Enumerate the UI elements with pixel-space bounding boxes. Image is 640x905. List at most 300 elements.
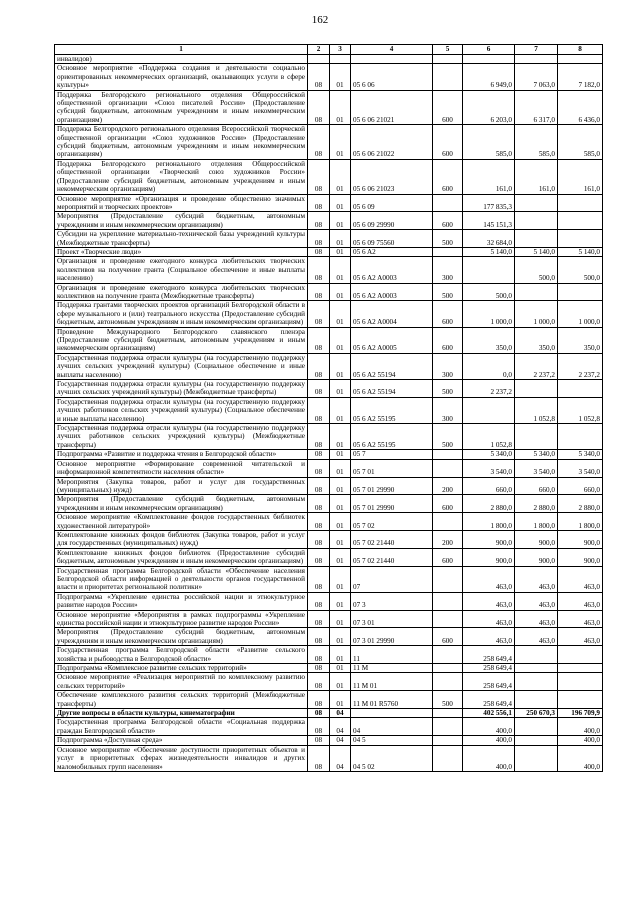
row-description: Поддержка грантами творческих проектов организаций Белгородской области в сфере музыкального и (или) театрального искусства (Предоставление субсидий бюджетным, автономным учреждениям и иным некоммерческим организациям) [55,301,308,327]
amount-year-2: 1 000,0 [515,301,558,327]
amount-year-3: 660,0 [558,477,603,495]
amount-year-1: 258 649,4 [463,673,515,691]
amount-year-1 [463,55,515,64]
amount-year-3: 463,0 [558,566,603,592]
section-code: 08 [308,64,330,90]
subsection-code: 01 [330,247,351,256]
table-row [55,673,603,691]
target-article-code: 05 6 06 21021 [351,90,433,125]
section-code: 08 [308,745,330,771]
target-article-code: 05 7 02 21440 [351,548,433,566]
row-description: Комплектование книжных фондов библиотек (Закупка товаров, работ и услуг для государственных (муниципальных) нужд) [55,530,308,548]
amount-year-1: 463,0 [463,566,515,592]
row-description: Основное мероприятие «Организация и проведение общественно значимых мероприятий и творческих проектов» [55,194,308,212]
target-article-code: 07 3 [351,592,433,610]
amount-year-1: 0,0 [463,353,515,379]
target-article-code: 05 7 [351,450,433,459]
amount-year-3 [558,380,603,398]
table-row [55,495,603,513]
table-row [55,610,603,628]
amount-year-1: 177 835,3 [463,194,515,212]
amount-year-1 [463,257,515,283]
subsection-code: 01 [330,495,351,513]
amount-year-3 [558,230,603,248]
table-row [55,592,603,610]
subsection-code: 01 [330,212,351,230]
amount-year-2 [515,212,558,230]
subsection-code: 01 [330,194,351,212]
table-row [55,194,603,212]
amount-year-2 [515,664,558,673]
amount-year-1: 5 340,0 [463,450,515,459]
row-description: Основное мероприятие «Реализация мероприятий по комплексному развитию сельских территорий» [55,673,308,691]
row-description: Проведение Международного Белгородского славянского пленэра (Предоставление субсидий бюджетным, автономным учреждениям и иным некоммерческим организациям) [55,327,308,353]
amount-year-3: 6 436,0 [558,90,603,125]
expense-type-code: 600 [433,301,463,327]
target-article-code: 11 [351,646,433,664]
amount-year-1: 258 649,4 [463,646,515,664]
row-description: Государственная поддержка отрасли культуры (на государственную поддержку лучших работников сельских учреждений культуры) (Межбюджетные трансферты) [55,424,308,450]
section-code: 08 [308,283,330,301]
row-description: Подпрограмма «Комплексное развитие сельских территорий» [55,664,308,673]
amount-year-2: 161,0 [515,159,558,194]
amount-year-2: 463,0 [515,610,558,628]
section-code: 08 [308,397,330,423]
target-article-code: 05 6 06 21023 [351,159,433,194]
expense-type-code [433,664,463,673]
table-row [55,530,603,548]
section-code: 08 [308,691,330,709]
target-article-code: 07 [351,566,433,592]
amount-year-2 [515,646,558,664]
table-row [55,628,603,646]
table-row [55,736,603,745]
table-row [55,718,603,736]
target-article-code: 04 5 [351,736,433,745]
target-article-code: 05 7 02 [351,513,433,531]
amount-year-3 [558,673,603,691]
amount-year-3: 7 182,0 [558,64,603,90]
amount-year-2 [515,424,558,450]
expense-type-code [433,646,463,664]
amount-year-3: 2 237,2 [558,353,603,379]
subsection-code: 01 [330,548,351,566]
amount-year-1: 463,0 [463,592,515,610]
target-article-code: 05 6 A2 55194 [351,380,433,398]
row-description: Государственная программа Белгородской области «Социальная поддержка граждан Белгородской области» [55,718,308,736]
amount-year-2 [515,736,558,745]
row-description: Комплектование книжных фондов библиотек (Предоставление субсидий бюджетным, автономным учреждениям и иным некоммерческим организациям) [55,548,308,566]
subsection-code: 01 [330,673,351,691]
amount-year-3: 463,0 [558,610,603,628]
subsection-code: 01 [330,230,351,248]
section-code: 08 [308,125,330,160]
amount-year-3: 900,0 [558,530,603,548]
amount-year-2: 463,0 [515,566,558,592]
amount-year-1: 2 880,0 [463,495,515,513]
row-description: Организация и проведение ежегодного конкурса любительских творческих коллективов на получение гранта (Социальное обеспечение и иные выплаты населению) [55,257,308,283]
amount-year-3: 400,0 [558,736,603,745]
expense-type-code: 200 [433,477,463,495]
section-code: 08 [308,495,330,513]
amount-year-3: 1 000,0 [558,301,603,327]
subsection-code: 01 [330,664,351,673]
subsection-code: 01 [330,64,351,90]
amount-year-1: 145 151,3 [463,212,515,230]
amount-year-2: 5 340,0 [515,450,558,459]
subsection-code: 01 [330,646,351,664]
table-row [55,548,603,566]
amount-year-1: 585,0 [463,125,515,160]
target-article-code: 11 M 01 R5760 [351,691,433,709]
amount-year-3 [558,283,603,301]
subsection-code: 01 [330,397,351,423]
expense-type-code: 600 [433,327,463,353]
amount-year-2: 7 063,0 [515,64,558,90]
section-code: 08 [308,159,330,194]
amount-year-1: 1 052,8 [463,424,515,450]
row-description: Государственная программа Белгородской области «Обеспечение населения Белгородской области информацией о деятельности органов государственной власти и приоритетах региональной политики» [55,566,308,592]
amount-year-1: 258 649,4 [463,691,515,709]
table-row [55,353,603,379]
amount-year-3: 3 540,0 [558,459,603,477]
section-code: 08 [308,301,330,327]
row-description: Подпрограмма «Укрепление единства российской нации и этнокультурное развитие народов России» [55,592,308,610]
row-description: Мероприятия (Закупка товаров, работ и услуг для государственных (муниципальных) нужд) [55,477,308,495]
target-article-code: 05 7 01 [351,459,433,477]
amount-year-3: 5 140,0 [558,247,603,256]
amount-year-1: 258 649,4 [463,664,515,673]
amount-year-2: 900,0 [515,548,558,566]
section-code: 08 [308,380,330,398]
row-description: Поддержка Белгородского регионального отделения Общероссийской общественной организации «Союз писателей России» (Предоставление субсидий бюджетным, автономным учреждениям и иным некоммерческим организациям) [55,90,308,125]
subsection-code: 01 [330,159,351,194]
row-description: Мероприятия (Предоставление субсидий бюджетным, автономным учреждениям и иным некоммерческим организациям) [55,212,308,230]
amount-year-1: 463,0 [463,610,515,628]
target-article-code: 05 6 A2 [351,247,433,256]
amount-year-3: 1 800,0 [558,513,603,531]
amount-year-1: 400,0 [463,745,515,771]
amount-year-3: 585,0 [558,125,603,160]
column-header: 4 [351,45,433,55]
section-code: 08 [308,477,330,495]
amount-year-1 [463,397,515,423]
subsection-code: 01 [330,530,351,548]
row-description: Подпрограмма «Развитие и поддержка чтения в Белгородской области» [55,450,308,459]
amount-year-3 [558,212,603,230]
table-row [55,283,603,301]
table-row [55,64,603,90]
amount-year-1: 6 203,0 [463,90,515,125]
amount-year-1: 161,0 [463,159,515,194]
table-row [55,477,603,495]
expense-type-code: 500 [433,283,463,301]
amount-year-3: 463,0 [558,592,603,610]
expense-type-code [433,247,463,256]
amount-year-1: 400,0 [463,736,515,745]
amount-year-1: 1 000,0 [463,301,515,327]
row-description: Поддержка Белгородского регионального отделения Общероссийской общественной организации «Творческий союз художников России» (Предоставление субсидий бюджетным, автономным учреждениям и иным некоммерческим организациям) [55,159,308,194]
amount-year-2 [515,283,558,301]
section-code: 08 [308,513,330,531]
target-article-code: 04 5 02 [351,745,433,771]
amount-year-3: 400,0 [558,718,603,736]
amount-year-2: 1 800,0 [515,513,558,531]
section-code: 08 [308,230,330,248]
target-article-code: 05 6 A2 55195 [351,397,433,423]
subsection-code: 01 [330,424,351,450]
section-code: 08 [308,718,330,736]
subsection-code: 01 [330,610,351,628]
amount-year-1: 402 556,1 [463,709,515,718]
section-code: 08 [308,327,330,353]
section-code: 08 [308,628,330,646]
target-article-code: 05 6 09 75560 [351,230,433,248]
amount-year-1: 500,0 [463,283,515,301]
table-row [55,566,603,592]
target-article-code: 07 3 01 [351,610,433,628]
table-row [55,212,603,230]
section-code: 08 [308,194,330,212]
row-description: Мероприятия (Предоставление субсидий бюджетным, автономным учреждениям и иным некоммерческим организациям) [55,495,308,513]
section-code: 08 [308,646,330,664]
row-description: Мероприятия (Предоставление субсидий бюджетным, автономным учреждениям и иным некоммерческим организациям) [55,628,308,646]
expense-type-code: 200 [433,530,463,548]
row-description: Другие вопросы в области культуры, кинематографии [55,709,308,718]
target-article-code: 05 6 09 [351,194,433,212]
target-article-code: 05 6 06 [351,64,433,90]
amount-year-1: 463,0 [463,628,515,646]
section-code: 08 [308,673,330,691]
expense-type-code: 500 [433,424,463,450]
expense-type-code [433,64,463,90]
amount-year-3: 400,0 [558,745,603,771]
subsection-code: 01 [330,628,351,646]
table-row [55,459,603,477]
amount-year-3 [558,424,603,450]
section-code: 08 [308,709,330,718]
table-row [55,424,603,450]
section-code: 08 [308,353,330,379]
row-description: Поддержка Белгородского регионального отделения Всероссийской творческой общественной организации «Союз художников России» (Предоставление субсидий бюджетным, автономным учреждениям и иным некоммерческим организациям) [55,125,308,160]
amount-year-3: 196 709,9 [558,709,603,718]
section-code: 08 [308,530,330,548]
amount-year-2: 463,0 [515,628,558,646]
section-code: 08 [308,424,330,450]
target-article-code: 05 6 A2 A0003 [351,283,433,301]
column-header: 5 [433,45,463,55]
expense-type-code [433,513,463,531]
section-code: 08 [308,247,330,256]
table-row [55,125,603,160]
section-code: 08 [308,610,330,628]
table-row [55,450,603,459]
amount-year-3: 2 880,0 [558,495,603,513]
amount-year-3: 900,0 [558,548,603,566]
target-article-code: 11 M 01 [351,673,433,691]
amount-year-2: 1 052,8 [515,397,558,423]
section-code: 08 [308,450,330,459]
target-article-code: 05 6 06 21022 [351,125,433,160]
amount-year-2: 3 540,0 [515,459,558,477]
amount-year-2: 2 880,0 [515,495,558,513]
amount-year-1: 660,0 [463,477,515,495]
expense-type-code: 600 [433,159,463,194]
subsection-code: 01 [330,125,351,160]
amount-year-1: 900,0 [463,548,515,566]
amount-year-2: 250 670,3 [515,709,558,718]
expense-type-code: 600 [433,125,463,160]
subsection-code: 01 [330,477,351,495]
row-description: Государственная поддержка отрасли культуры (на государственную поддержку лучших сельских учреждений культуры) (Межбюджетные трансферты) [55,380,308,398]
subsection-code: 01 [330,90,351,125]
amount-year-2 [515,718,558,736]
amount-year-1: 3 540,0 [463,459,515,477]
amount-year-3 [558,664,603,673]
subsection-code [330,55,351,64]
target-article-code: 05 6 A2 A0004 [351,301,433,327]
table-row [55,513,603,531]
row-description: Основное мероприятие «Формирование современной читательской и информационной компетентности населения области» [55,459,308,477]
section-code: 08 [308,548,330,566]
expense-type-code [433,450,463,459]
expense-type-code [433,459,463,477]
page-number: 162 [311,14,329,26]
row-description: Государственная программа Белгородской области «Развитие сельского хозяйства и рыбоводства в Белгородской области» [55,646,308,664]
row-description: Основное мероприятие «Мероприятия в рамках подпрограммы «Укрепление единства российской нации и этнокультурное развитие народов России» [55,610,308,628]
expense-type-code [433,566,463,592]
target-article-code [351,55,433,64]
subsection-code: 01 [330,691,351,709]
amount-year-3: 161,0 [558,159,603,194]
section-code: 08 [308,212,330,230]
amount-year-1: 1 800,0 [463,513,515,531]
row-description: инвалидов) [55,55,308,64]
section-code: 08 [308,592,330,610]
amount-year-1: 6 949,0 [463,64,515,90]
subsection-code: 04 [330,736,351,745]
table-row [55,257,603,283]
expense-type-code [433,736,463,745]
target-article-code: 05 6 A2 55194 [351,353,433,379]
column-header: 2 [308,45,330,55]
table-row [55,646,603,664]
expense-type-code [433,592,463,610]
subsection-code: 04 [330,718,351,736]
subsection-code: 01 [330,450,351,459]
amount-year-3: 350,0 [558,327,603,353]
table-row [55,691,603,709]
section-code: 08 [308,257,330,283]
budget-table [54,44,603,772]
table-row [55,301,603,327]
subsection-code: 01 [330,301,351,327]
row-description: Основное мероприятие «Поддержка создания и деятельности социально ориентированных некоммерческих организаций, оказывающих услуги в сфере культуры» [55,64,308,90]
expense-type-code: 600 [433,495,463,513]
table-row [55,327,603,353]
subsection-code: 01 [330,380,351,398]
row-description: Обеспечение комплексного развития сельских территорий (Межбюджетные трансферты) [55,691,308,709]
expense-type-code: 300 [433,397,463,423]
target-article-code: 05 7 01 29990 [351,495,433,513]
column-header: 3 [330,45,351,55]
subsection-code: 01 [330,566,351,592]
table-row [55,230,603,248]
amount-year-3 [558,646,603,664]
column-header: 7 [515,45,558,55]
amount-year-1: 32 684,0 [463,230,515,248]
expense-type-code [433,55,463,64]
amount-year-2 [515,380,558,398]
row-description: Государственная поддержка отрасли культуры (на государственную поддержку лучших сельских учреждений культуры) (Социальное обеспечение и иные выплаты населению) [55,353,308,379]
subsection-code: 01 [330,257,351,283]
expense-type-code: 500 [433,380,463,398]
target-article-code: 05 6 A2 55195 [351,424,433,450]
section-code: 08 [308,90,330,125]
amount-year-2: 660,0 [515,477,558,495]
row-description: Основное мероприятие «Обеспечение доступности приоритетных объектов и услуг в приоритетных сферах жизнедеятельности инвалидов и других маломобильных групп населения» [55,745,308,771]
row-description: Подпрограмма «Доступная среда» [55,736,308,745]
amount-year-2: 6 317,0 [515,90,558,125]
subsection-code: 01 [330,459,351,477]
table-header-row [55,45,603,55]
subsection-code: 01 [330,353,351,379]
amount-year-1: 5 140,0 [463,247,515,256]
amount-year-3 [558,194,603,212]
target-article-code: 05 6 09 29990 [351,212,433,230]
subsection-code: 01 [330,513,351,531]
row-description: Организация и проведение ежегодного конкурса любительских творческих коллективов на получение гранта (Межбюджетные трансферты) [55,283,308,301]
row-description: Субсидии на укрепление материально-технической базы учреждений культуры (Межбюджетные трансферты) [55,230,308,248]
table-row [55,55,603,64]
expense-type-code [433,673,463,691]
amount-year-1: 350,0 [463,327,515,353]
section-code: 08 [308,566,330,592]
amount-year-3: 463,0 [558,628,603,646]
expense-type-code: 600 [433,212,463,230]
target-article-code: 05 7 02 21440 [351,530,433,548]
expense-type-code: 600 [433,628,463,646]
section-code: 08 [308,664,330,673]
amount-year-3 [558,55,603,64]
amount-year-2 [515,745,558,771]
subsection-code: 01 [330,592,351,610]
target-article-code [351,709,433,718]
target-article-code: 11 M [351,664,433,673]
amount-year-1: 2 237,2 [463,380,515,398]
table-row [55,745,603,771]
expense-type-code [433,610,463,628]
amount-year-2 [515,691,558,709]
amount-year-2 [515,194,558,212]
subsection-code: 04 [330,709,351,718]
subsection-code: 01 [330,327,351,353]
table-row [55,380,603,398]
target-article-code: 04 [351,718,433,736]
amount-year-2: 2 237,2 [515,353,558,379]
amount-year-3: 5 340,0 [558,450,603,459]
row-description: Проект «Творческие люди» [55,247,308,256]
expense-type-code: 300 [433,257,463,283]
target-article-code: 05 6 A2 A0003 [351,257,433,283]
expense-type-code [433,745,463,771]
expense-type-code: 600 [433,548,463,566]
amount-year-3 [558,691,603,709]
table-row [55,247,603,256]
subsection-code: 04 [330,745,351,771]
expense-type-code: 500 [433,230,463,248]
expense-type-code: 500 [433,691,463,709]
